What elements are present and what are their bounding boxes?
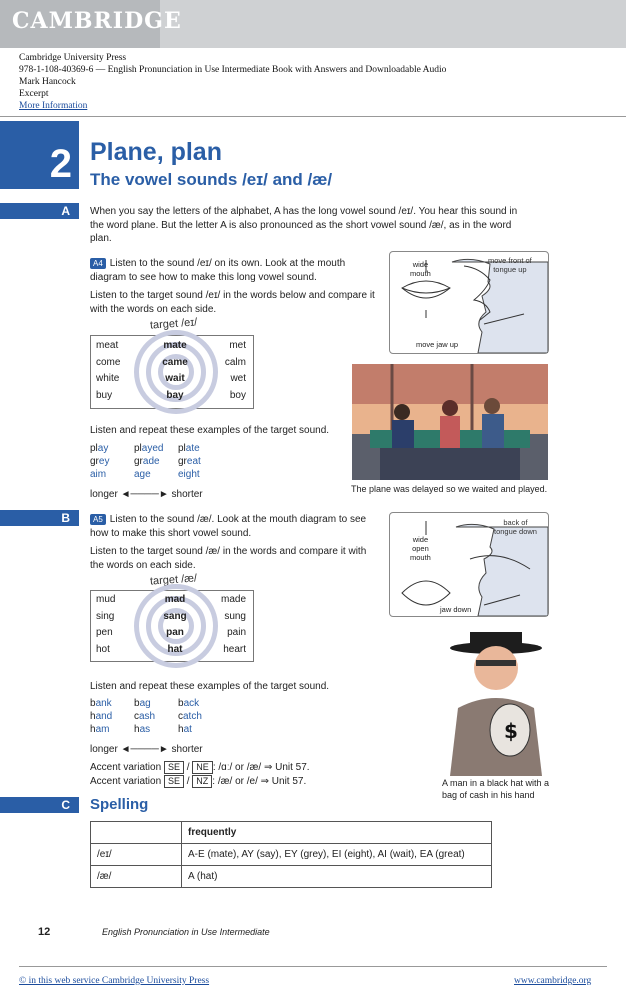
compare-word: come xyxy=(96,356,121,368)
diagram-b-jaw-label: jaw down xyxy=(440,605,472,614)
target-label-b: target /æ/ xyxy=(149,572,198,588)
example-row xyxy=(90,468,222,481)
compare-word: wet xyxy=(230,373,246,384)
section-b-listen1: A5 Listen to the sound /æ/. Look at the mouth diagram to see how to make this short vowel sound. xyxy=(90,514,367,539)
meta-excerpt: Excerpt xyxy=(19,89,49,99)
section-b-marker: B xyxy=(0,510,79,526)
compare-word: met xyxy=(229,340,246,351)
compare-word: made xyxy=(220,594,246,605)
audio-a4-button[interactable]: A4 xyxy=(90,258,106,269)
cambridge-url-link[interactable]: www.cambridge.org xyxy=(514,976,592,986)
man-illustration xyxy=(440,628,552,776)
spelling-heading: Spelling xyxy=(90,796,149,813)
section-a-intro: When you say the letters of the alphabet, A has the long vowel sound /eɪ/. You hear this sound in the word plane. But the letter A is also pronounced as the short vowel sound /æ/, as in the word plan. xyxy=(90,206,518,244)
audio-a5-button[interactable]: A5 xyxy=(90,514,106,525)
diagram-a-wide-label: wide mouth xyxy=(410,260,431,278)
example-word: hand xyxy=(90,711,113,722)
sound-cell: /eɪ/ xyxy=(91,844,182,866)
man-in-hat-drawing xyxy=(440,628,552,776)
caption-a: The plane was delayed so we waited and played. xyxy=(351,484,548,494)
example-word: age xyxy=(134,469,151,480)
compare-word: boy xyxy=(229,389,246,401)
compare-word: white xyxy=(96,373,120,384)
example-word: plate xyxy=(178,443,200,454)
diagram-b-wide-label: wide open mouth xyxy=(410,535,431,562)
examples-a xyxy=(90,442,222,481)
meta-author: Mark Hancock xyxy=(19,77,76,87)
examples-b xyxy=(90,697,222,736)
spelling-cell: A-E (mate), AY (say), EY (grey), EI (eight), AI (wait), EA (great) xyxy=(182,844,492,866)
book-title-footer: English Pronunciation in Use Intermediate xyxy=(102,927,270,937)
compare-word: buy xyxy=(96,389,113,401)
example-word: aim xyxy=(90,469,107,480)
copyright-link[interactable]: © in this web service Cambridge University Press xyxy=(19,976,210,986)
compare-word: heart xyxy=(223,643,246,655)
compare-word: calm xyxy=(224,356,246,368)
compare-word: hot xyxy=(96,643,110,655)
example-word: bag xyxy=(134,698,151,709)
diagram-a-tongue-label: move front of tongue up xyxy=(488,256,532,274)
section-a-repeat: Listen and repeat these examples of the target sound. xyxy=(90,425,330,436)
compare-word: mud xyxy=(96,594,116,605)
target-word: came xyxy=(162,356,188,368)
example-word: played xyxy=(134,443,164,454)
example-row xyxy=(90,697,222,710)
section-a-marker: A xyxy=(0,203,79,219)
chapter-number-box xyxy=(0,121,79,189)
section-a-listen2: Listen to the target sound /eɪ/ in the words below and compare it with the words on each side. xyxy=(90,290,375,315)
target-word: mate xyxy=(163,340,187,351)
compare-word: sung xyxy=(224,610,246,622)
chapter-subtitle: The vowel sounds /eɪ/ and /æ/ xyxy=(90,170,333,189)
compare-word: pen xyxy=(96,627,113,638)
example-word: great xyxy=(178,456,201,467)
banner-right xyxy=(160,0,626,48)
section-b-listen2: Listen to the target sound /æ/ in the words and compare it with the words on each side. xyxy=(90,546,367,571)
station-illustration xyxy=(352,364,548,480)
example-row xyxy=(90,455,222,468)
cambridge-logo: CAMBRIDGE xyxy=(12,8,182,34)
target-label-a: target /eɪ/ xyxy=(149,316,198,332)
example-word: play xyxy=(90,443,109,454)
compare-word: meat xyxy=(96,340,119,351)
table-row xyxy=(91,822,492,844)
column-header: frequently xyxy=(182,822,492,844)
target-word: sang xyxy=(163,610,187,622)
target-word: bay xyxy=(166,389,184,401)
example-word: bank xyxy=(90,698,112,709)
table-row xyxy=(91,866,492,888)
svg-text:$: $ xyxy=(504,719,518,743)
example-word: back xyxy=(178,698,200,709)
compare-word: sing xyxy=(96,610,115,622)
section-c-marker: C xyxy=(0,797,79,813)
longer-shorter-b: longer ◄────► shorter xyxy=(90,744,203,755)
example-row xyxy=(90,442,222,455)
section-b-repeat: Listen and repeat these examples of the target sound. xyxy=(90,681,330,692)
example-row xyxy=(90,723,222,736)
section-a-listen1: A4 Listen to the sound /eɪ/ on its own. Look at the mouth diagram to see how to make this long vowel sound. xyxy=(90,258,346,283)
chapter-number: 2 xyxy=(49,142,72,186)
target-word: wait xyxy=(165,373,185,384)
example-word: has xyxy=(134,724,151,735)
target-word: pan xyxy=(166,627,184,638)
example-word: ham xyxy=(90,724,110,735)
table-cell xyxy=(91,822,182,844)
example-word: eight xyxy=(178,469,200,480)
more-information-link[interactable]: More Information xyxy=(19,101,88,111)
diagram-b-tongue-label: back of tongue down xyxy=(494,518,537,536)
target-word: mad xyxy=(164,594,186,605)
example-word: hat xyxy=(178,724,192,735)
example-word: grey xyxy=(90,456,110,467)
diagram-a-jaw-label: move jaw up xyxy=(416,340,459,349)
page-number: 12 xyxy=(38,926,51,938)
example-row xyxy=(90,710,222,723)
caption-b: A man in a black hat with a bag of cash in his hand xyxy=(442,778,550,800)
meta-isbn: 978-1-108-40369-6 — English Pronunciation in Use Intermediate Book with Answers and Downloadable Audio xyxy=(19,65,447,75)
sound-cell: /æ/ xyxy=(91,866,182,888)
chapter-title: Plane, plan xyxy=(90,138,222,166)
accent-variation-1: Accent variation SE / NE : /ɑː/ or /æ/ ⇒ Unit 57. xyxy=(90,762,310,773)
compare-word: pain xyxy=(227,627,246,638)
top-banner xyxy=(0,0,626,48)
example-word: grade xyxy=(134,456,160,467)
station-scene xyxy=(352,364,548,480)
divider xyxy=(0,116,626,117)
example-word: cash xyxy=(134,711,156,722)
longer-shorter-a: longer ◄────► shorter xyxy=(90,489,203,500)
spelling-table xyxy=(90,821,492,888)
meta-publisher: Cambridge University Press xyxy=(19,53,127,63)
spelling-cell: A (hat) xyxy=(182,866,492,888)
table-row xyxy=(91,844,492,866)
footer-divider xyxy=(19,966,607,967)
example-word: catch xyxy=(178,711,202,722)
target-word: hat xyxy=(167,643,183,655)
accent-variation-2: Accent variation SE / NZ : /æ/ or /e/ ⇒ Unit 57. xyxy=(90,776,307,787)
